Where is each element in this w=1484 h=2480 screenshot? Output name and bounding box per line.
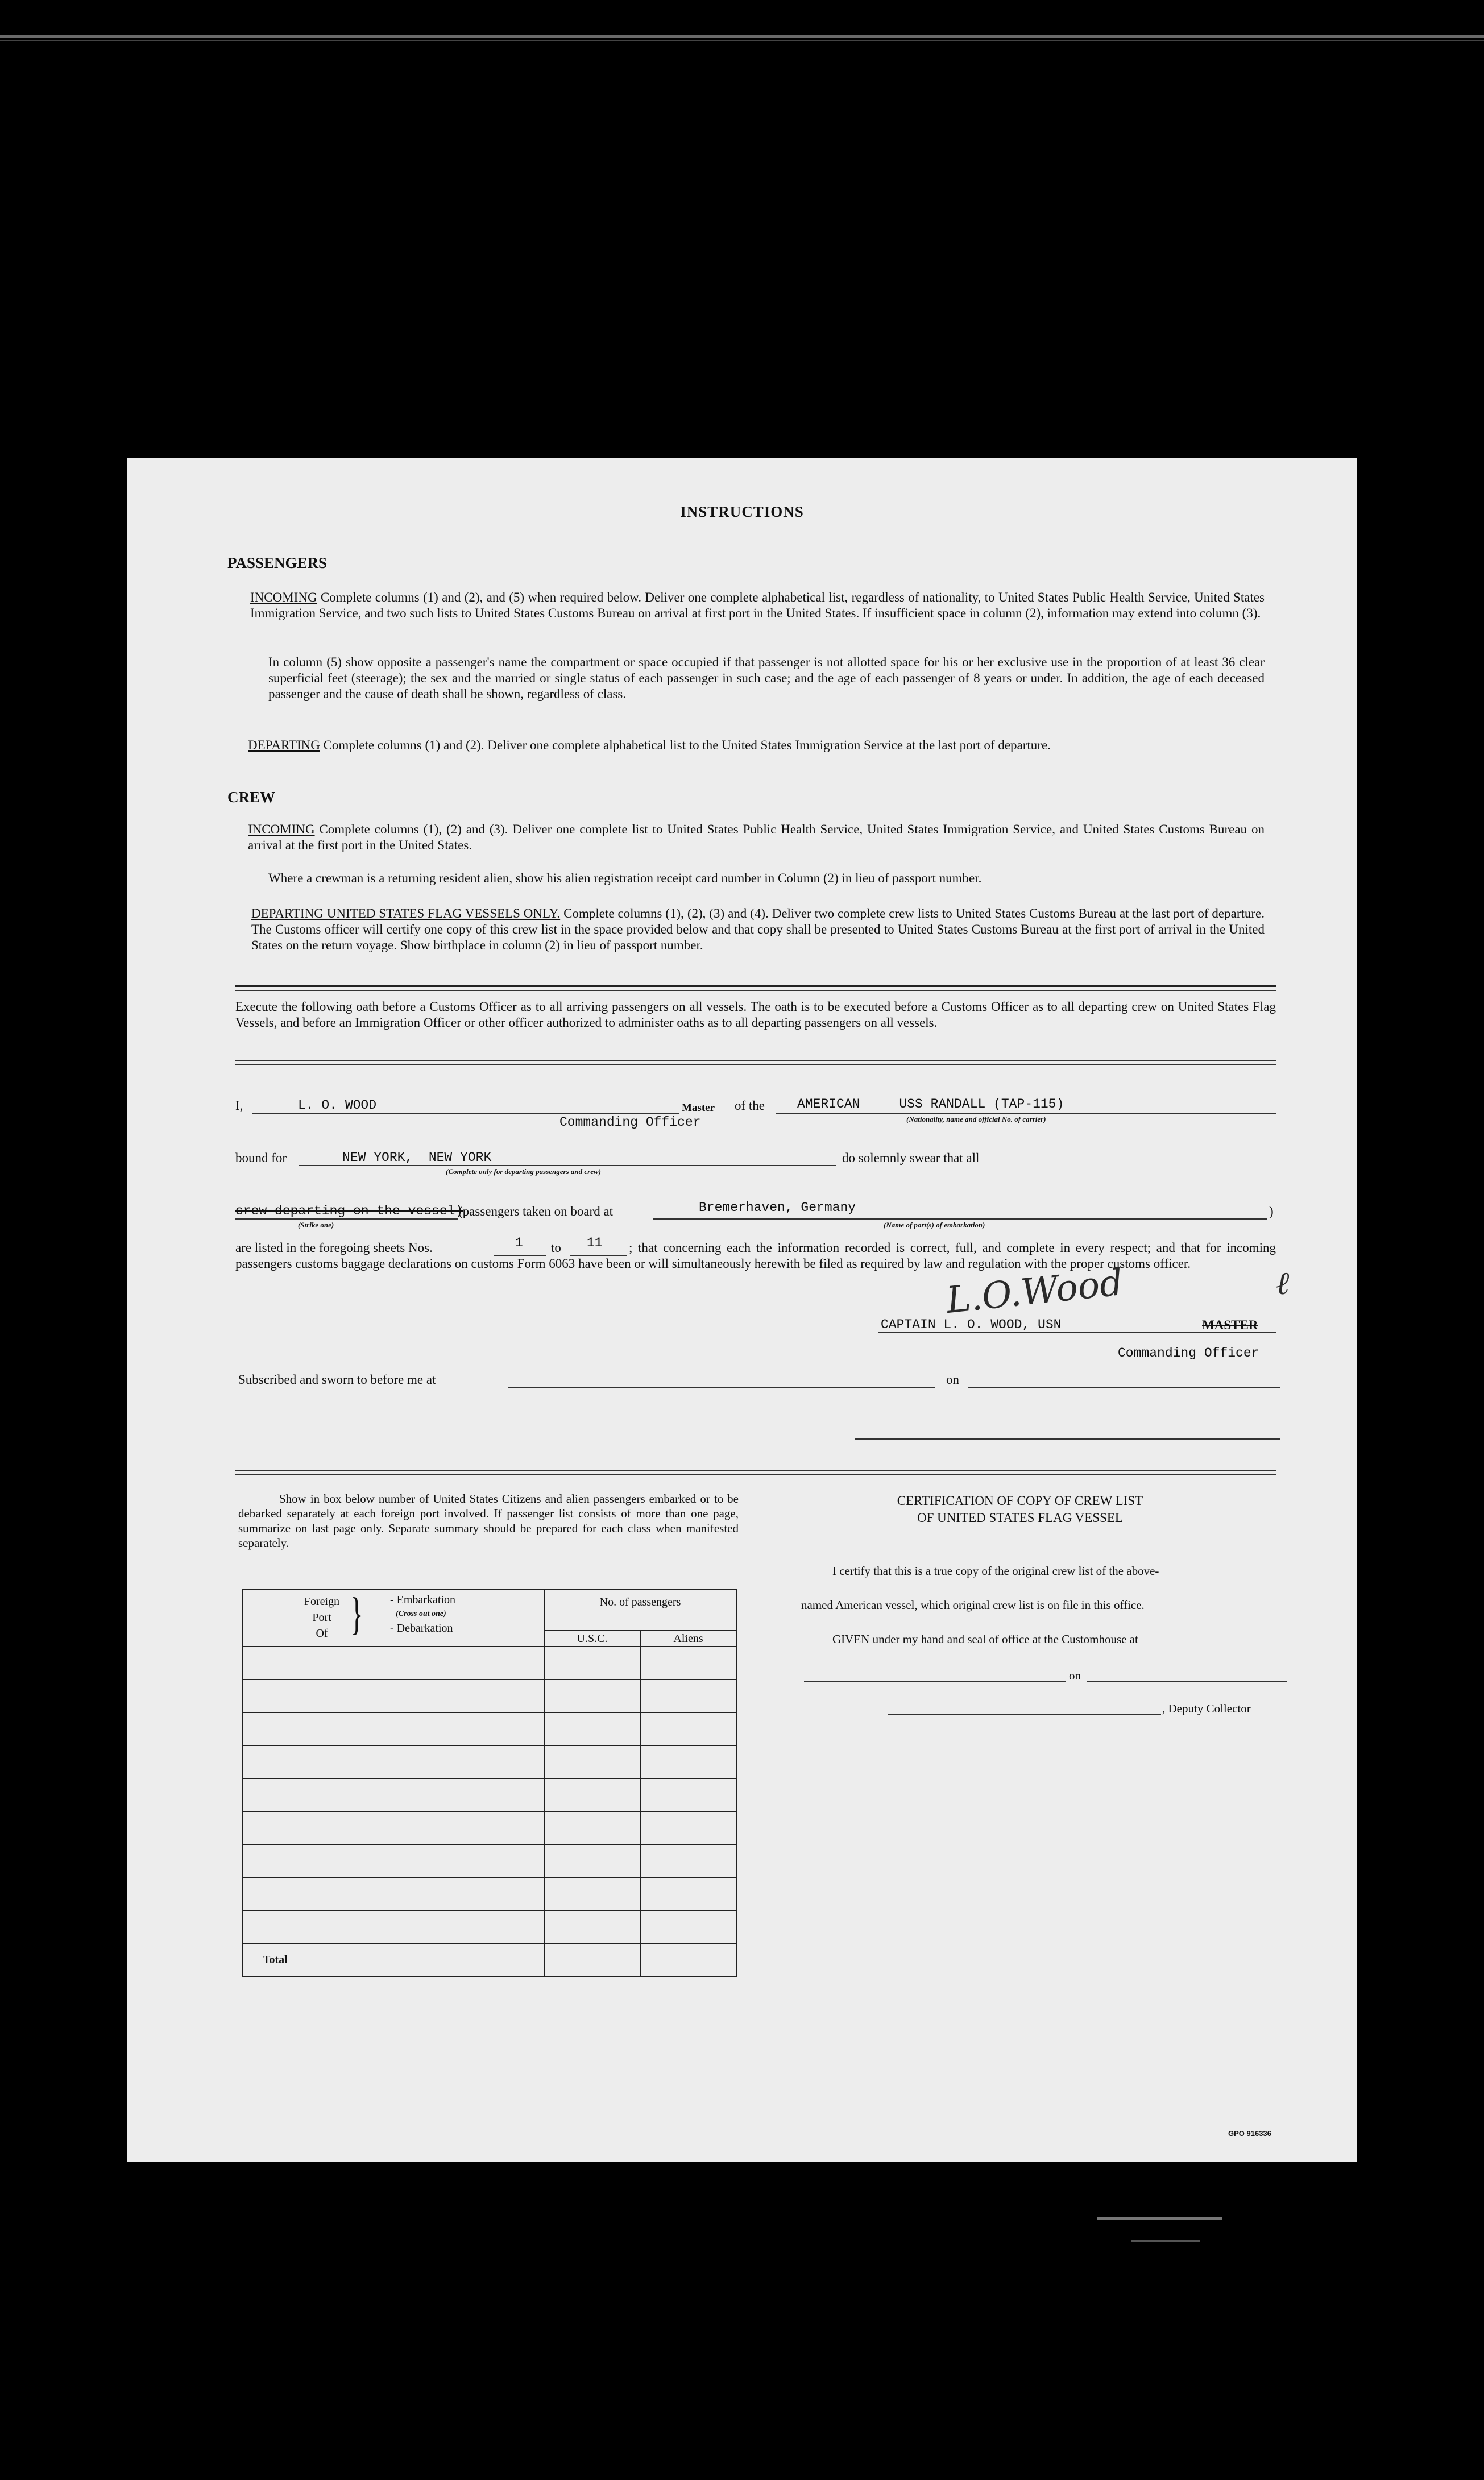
taken-text: (passengers taken on board at bbox=[458, 1204, 614, 1218]
document-page bbox=[127, 458, 1357, 2162]
vessel-value: AMERICAN USS RANDALL (TAP-115) bbox=[797, 1097, 1064, 1112]
table-cell-aliens[interactable] bbox=[640, 1910, 736, 1943]
aliens-header: Aliens bbox=[640, 1631, 736, 1647]
table-cell-aliens[interactable] bbox=[640, 1679, 736, 1712]
departing-text: Complete columns (1) and (2). Deliver one complete alphabetical list to the United States Immigration Service at the last port of departure. bbox=[323, 738, 1051, 752]
gpo-code: GPO 916336 bbox=[1228, 2129, 1271, 2138]
debarkation-label: - Debarkation bbox=[390, 1622, 453, 1635]
table-cell-usc[interactable] bbox=[544, 1778, 640, 1811]
master-struck: Master bbox=[682, 1102, 715, 1114]
table-cell-port[interactable] bbox=[243, 1778, 544, 1811]
table-cell-aliens[interactable] bbox=[640, 1712, 736, 1745]
oath-intro: Execute the following oath before a Customs Officer as to all arriving passengers on all vessels. The oath is to be executed before a Customs Officer as to all departing crew on United States Flag Vessels, and before an Immigration Officer or other officer authorized to administer oaths as to all departing passengers on all vessels. bbox=[235, 1000, 1276, 1030]
of-the-label: of the bbox=[735, 1098, 765, 1113]
commanding-officer-label: Commanding Officer bbox=[559, 1115, 701, 1130]
crew-heading: CREW bbox=[227, 789, 276, 806]
certification-text-1: I certify that this is a true copy of the original crew list of the above- bbox=[832, 1564, 1159, 1578]
handwritten-signature: L.O.Wood bbox=[944, 1261, 1125, 1322]
bound-for-line bbox=[299, 1165, 836, 1166]
name-line bbox=[252, 1113, 679, 1114]
bound-for-value: NEW YORK, NEW YORK bbox=[342, 1150, 492, 1165]
scan-edge-top-2 bbox=[0, 40, 1484, 41]
table-cell-usc[interactable] bbox=[544, 1877, 640, 1910]
table-cell-aliens[interactable] bbox=[640, 1745, 736, 1778]
certification-date-line bbox=[1087, 1681, 1287, 1682]
table-cell-port[interactable] bbox=[243, 1877, 544, 1910]
table-cell-aliens[interactable] bbox=[640, 1877, 736, 1910]
page-title: INSTRUCTIONS bbox=[680, 503, 804, 520]
certification-title-line1: CERTIFICATION OF COPY OF CREW LIST bbox=[897, 1494, 1143, 1508]
strike-caption: (Strike one) bbox=[298, 1221, 334, 1229]
scan-mark bbox=[1131, 2240, 1200, 2242]
cross-out-label: (Cross out one) bbox=[396, 1610, 446, 1618]
column5-paragraph: In column (5) show opposite a passenger's name the compartment or space occupied if that passenger is not allotted space for his or her exclusive use in the proportion of at least 36 clear superficial feet (steerage); the sex and the married or single status of each passenger in such case; and the age of each passenger of 8 years or under. In addition, the age of each deceased passenger and the cause of death shall be shown, regardless of class. bbox=[268, 655, 1265, 701]
crew-incoming-label: INCOMING bbox=[248, 822, 315, 836]
table-cell-port[interactable] bbox=[243, 1745, 544, 1778]
table-cell-port[interactable] bbox=[243, 1712, 544, 1745]
table-cell-usc[interactable] bbox=[544, 1712, 640, 1745]
table-cell-port[interactable] bbox=[243, 1647, 544, 1679]
strike-line bbox=[235, 1218, 458, 1220]
summary-table bbox=[242, 1589, 737, 1977]
strike-value: crew departing on the vessel) bbox=[235, 1204, 463, 1218]
handwritten-initial: ℓ bbox=[1276, 1265, 1290, 1302]
table-cell-aliens[interactable] bbox=[640, 1778, 736, 1811]
master-name: L. O. WOOD bbox=[298, 1098, 377, 1113]
table-cell-port[interactable] bbox=[243, 1679, 544, 1712]
sheet-to: 11 bbox=[587, 1235, 603, 1250]
subscribed-place-line bbox=[508, 1387, 935, 1388]
passengers-departing-paragraph bbox=[248, 737, 1265, 753]
incoming-text: Complete columns (1) and (2), and (5) when required below. Deliver one complete alphabetical list, regardless of nationality, to United States Public Health Service, United States Immigration Service, and two such lists to United States Customs Bureau on arrival at first port in the United States. If insufficient space in column (2), information may extend into column (3). bbox=[250, 590, 1265, 620]
table-cell-usc[interactable] bbox=[544, 1647, 640, 1679]
table-cell-port[interactable] bbox=[243, 1844, 544, 1877]
table-cell-port[interactable] bbox=[243, 1910, 544, 1943]
to-label: to bbox=[551, 1241, 561, 1255]
sheets-suffix-text: ; that concerning each the information recorded is correct, full, and complete in every respect; and that for incoming passengers customs baggage declarations on customs Form 6063 have been or will simultaneously herewith be filed as required by law and regulation with the proper customs officer. bbox=[235, 1241, 1276, 1271]
vessel-caption: (Nationality, name and official No. of carrier) bbox=[906, 1115, 1046, 1123]
master-struck-2: MASTER bbox=[1202, 1318, 1258, 1332]
departing-us-text: Complete columns (1), (2), (3) and (4). Deliver two complete crew lists to United States Customs Bureau at the last port of departure. The Customs officer will certify one copy of this crew list in the space provided below and that copy shall be presented to United States Customs Bureau at the first port of arrival in the United States on the return voyage. Show birthplace in column (2) in lieu of passport number. bbox=[251, 906, 1265, 952]
deputy-collector-label: , Deputy Collector bbox=[1162, 1702, 1251, 1715]
brace-icon: } bbox=[350, 1589, 363, 1639]
foreign-port-of: Foreign Port Of bbox=[304, 1595, 340, 1640]
divider bbox=[235, 1470, 1276, 1471]
table-cell-usc[interactable] bbox=[544, 1679, 640, 1712]
usc-header: U.S.C. bbox=[544, 1631, 640, 1647]
crewman-paragraph: Where a crewman is a returning resident alien, show his alien registration receipt card number in Column (2) in lieu of passport number. bbox=[268, 871, 982, 885]
subscribed-date-line bbox=[968, 1387, 1280, 1388]
table-cell-usc[interactable] bbox=[544, 1745, 640, 1778]
divider bbox=[235, 985, 1276, 987]
scan-mark bbox=[1097, 2217, 1222, 2220]
sheets-prefix: are listed in the foregoing sheets Nos. bbox=[235, 1241, 433, 1255]
port-value: Bremerhaven, Germany bbox=[699, 1200, 856, 1215]
deputy-signature-line bbox=[888, 1714, 1161, 1715]
embarkation-label: - Embarkation bbox=[390, 1594, 455, 1606]
table-cell-aliens[interactable] bbox=[640, 1811, 736, 1844]
crew-incoming-paragraph bbox=[248, 822, 1265, 853]
customhouse-line bbox=[804, 1681, 1066, 1682]
subscribed-label: Subscribed and sworn to before me at bbox=[238, 1372, 436, 1387]
passengers-heading: PASSENGERS bbox=[227, 554, 328, 571]
certification-text-3: GIVEN under my hand and seal of office at the Customhouse at bbox=[832, 1632, 1138, 1646]
departing-label: DEPARTING bbox=[248, 738, 320, 752]
port-line bbox=[653, 1218, 1267, 1220]
summary-instruction: Show in box below number of United States Citizens and alien passengers embarked or to be debarked separately at each foreign port involved. If passenger list consists of more than one page, summarize on last page only. Separate summary should be prepared for each class when manifested separately. bbox=[238, 1492, 739, 1550]
divider bbox=[235, 1064, 1276, 1065]
vessel-line bbox=[776, 1113, 1276, 1114]
bound-for-label: bound for bbox=[235, 1151, 287, 1165]
incoming-label: INCOMING bbox=[250, 590, 317, 604]
certification-title bbox=[793, 1492, 1247, 1527]
close-paren: ) bbox=[1269, 1204, 1274, 1218]
total-usc-cell[interactable] bbox=[544, 1943, 640, 1976]
subscribed-on-label: on bbox=[946, 1372, 959, 1387]
divider bbox=[235, 1060, 1276, 1061]
total-aliens-cell[interactable] bbox=[640, 1943, 736, 1976]
table-cell-usc[interactable] bbox=[544, 1844, 640, 1877]
divider bbox=[235, 990, 1276, 991]
total-label: Total bbox=[243, 1943, 544, 1976]
departing-us-label: DEPARTING UNITED STATES FLAG VESSELS ONLY. bbox=[251, 906, 561, 920]
bound-for-caption: (Complete only for departing passengers and crew) bbox=[446, 1167, 601, 1176]
commanding-officer-label-2: Commanding Officer bbox=[1118, 1346, 1259, 1361]
table-cell-aliens[interactable] bbox=[640, 1844, 736, 1877]
divider bbox=[235, 1474, 1276, 1475]
sheet-from: 1 bbox=[515, 1235, 523, 1250]
certification-title-line2: OF UNITED STATES FLAG VESSEL bbox=[917, 1511, 1123, 1525]
port-caption: (Name of port(s) of embarkation) bbox=[884, 1221, 985, 1229]
table-cell-usc[interactable] bbox=[544, 1811, 640, 1844]
certification-text-2: named American vessel, which original crew list is on file in this office. bbox=[801, 1598, 1145, 1612]
crew-incoming-text: Complete columns (1), (2) and (3). Deliver one complete list to United States Public Health Service, United States Immigration Service, and United States Customs Bureau on arrival at the first port in the United States. bbox=[248, 822, 1265, 852]
officer-signature-line bbox=[855, 1438, 1280, 1440]
scan-edge-top bbox=[0, 35, 1484, 38]
no-passengers-header: No. of passengers bbox=[544, 1590, 736, 1631]
table-cell-usc[interactable] bbox=[544, 1910, 640, 1943]
port-header-cell bbox=[243, 1590, 544, 1647]
departing-us-paragraph bbox=[251, 906, 1265, 953]
i-label: I, bbox=[235, 1098, 243, 1113]
passengers-incoming-paragraph bbox=[250, 590, 1265, 621]
table-cell-port[interactable] bbox=[243, 1811, 544, 1844]
swear-text: do solemnly swear that all bbox=[842, 1151, 980, 1165]
table-cell-aliens[interactable] bbox=[640, 1647, 736, 1679]
signature-typed: CAPTAIN L. O. WOOD, USN bbox=[881, 1317, 1062, 1332]
certification-on-label: on bbox=[1069, 1669, 1081, 1682]
